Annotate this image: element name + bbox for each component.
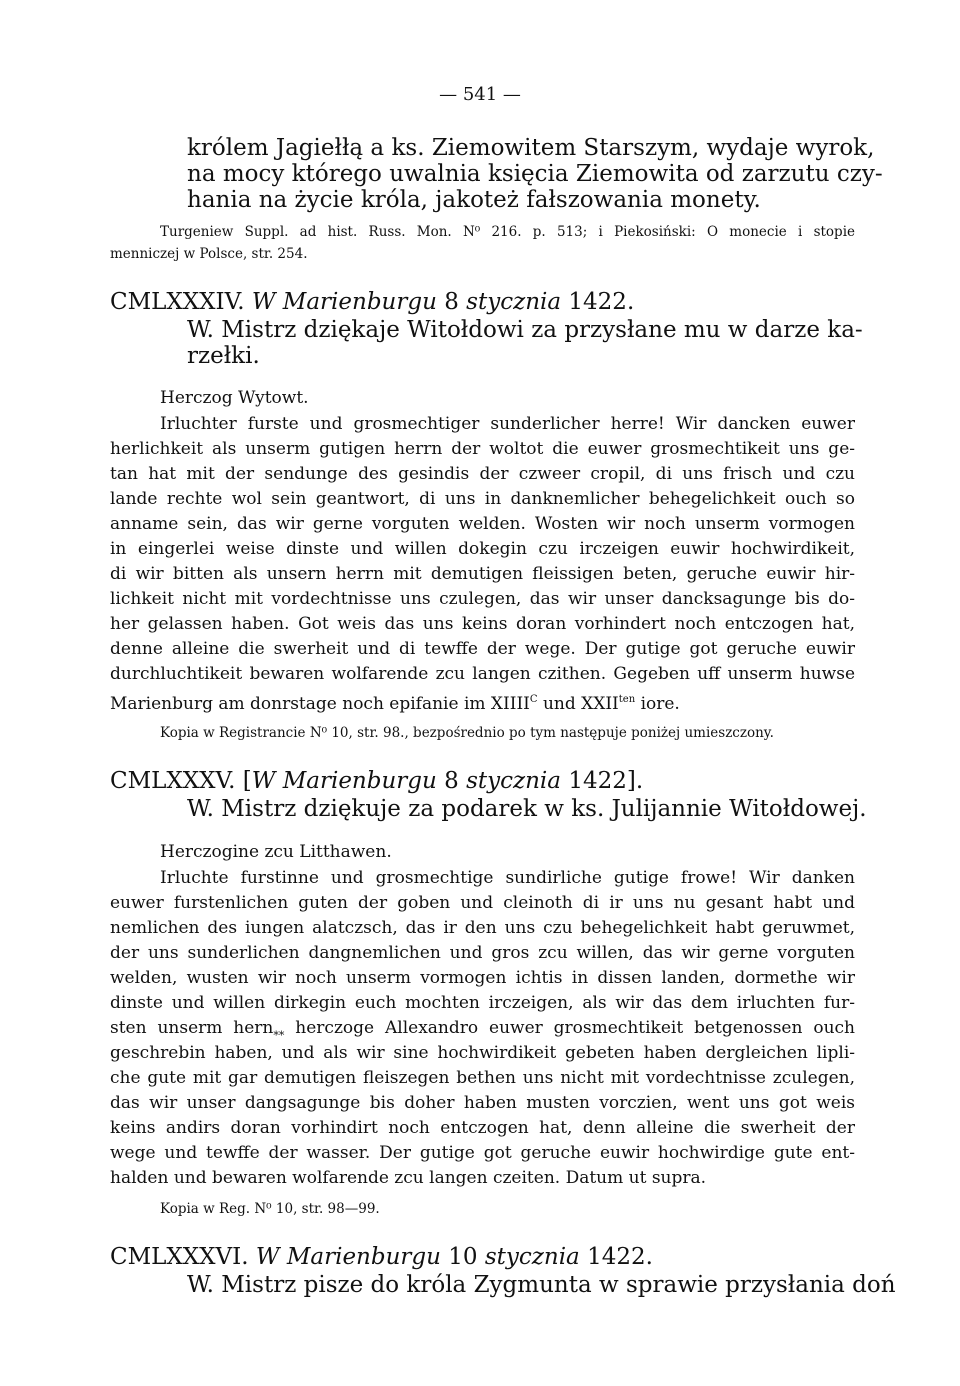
document-place: W Marienburgu [251,289,437,315]
body-line: der uns sunderlichen dangnemlichen und gros zcu willen, das wir gerne vorguten [110,943,855,963]
document-title: W. Mistrz dziękuje za podarek w ks. Julijannie Witołdowej. [187,796,867,822]
document-heading [110,1244,653,1270]
body-line: halden und bewaren wolfarende zcu langen czeiten. Datum ut supra. [110,1168,707,1188]
body-text: Marienburg am donrstage noch epifanie im XIIII [110,694,530,714]
document-heading [110,289,634,315]
intro-line: królem Jagiełłą a ks. Ziemowitem Starszym, wydaje wyrok, [187,135,875,161]
body-line: keins andirs doran vorhindirt noch entczogen hat, denn alleine die swerheit der [110,1118,855,1138]
intro-line: hania na życie króla, jakoteż fałszowania monety. [187,187,761,213]
superscript: ten [618,694,636,705]
body-line: tan hat mit der sendunge des gesindis der czweer cropil, di uns frisch und czu [110,464,855,484]
body-line: che gute mit gar demutigen fleiszegen bethen uns nicht mit vordechtnisse zculegen, [110,1068,855,1088]
editorial-mark: ** [273,1029,285,1042]
document-number: CMLXXXIV. [110,289,245,315]
body-text: herczoge Allexandro euwer grosmechtikeit betgenossen ouch [284,1018,855,1038]
document-day: 10 [448,1244,478,1270]
source-note: menniczej w Polsce, str. 254. [110,246,308,262]
document-month: stycznia [466,289,562,315]
body-line: durchluchtikeit bewaren wolfarende zcu langen czithen. Gegeben uff unserm huwse [110,664,855,684]
document-day: 8 [444,289,459,315]
source-note: Kopia w Reg. N⁰ 10, str. 98—99. [160,1201,380,1217]
body-line: welden, wusten wir noch unserm vormogen ichtis in dissen landen, dormethe wir [110,968,855,988]
document-place: W Marienburgu [251,768,437,794]
source-note: Turgeniew Suppl. ad hist. Russ. Mon. N⁰ 216. p. 513; i Piekosiński: O monecie i stopie [160,224,855,240]
body-line: herlichkeit als unserm gutigen herrn der woltot die euwer grosmechtikeit uns ge- [110,439,855,459]
body-line: Irluchte furstinne und grosmechtige sundirliche gutige frowe! Wir danken [160,868,855,888]
body-line [110,687,680,717]
body-line: di wir bitten als unsern herrn mit demutigen fleissigen beten, geruche euwir hir- [110,564,855,584]
body-line: das wir unser dangsagunge bis doher haben musten vorczien, went uns got weis [110,1093,855,1113]
document-year: 1422]. [568,768,644,794]
body-line: lichkeit nicht mit vordechtnisse uns czulegen, das wir unser dancksagunge bis do- [110,589,855,609]
body-text: und XXII [537,694,619,714]
body-line: geschrebin haben, und als wir sine hochwirdikeit gebeten haben dergleichen lipli- [110,1043,855,1063]
body-text: iore. [635,694,680,714]
body-line: denne alleine die swerheit und di tewffe der wege. Der gutige got geruche euwir [110,639,855,659]
document-number: CMLXXXV. [110,768,236,794]
body-text: sten unserm hern [110,1018,274,1038]
document-month: stycznia [466,768,561,794]
document-title: rzełki. [187,343,260,369]
body-line: dinste und willen dirkegin euch mochten irczeigen, als wir das dem irluchten fur- [110,993,855,1013]
body-line: lande rechte wol sein geantwort, di uns in danknemlicher behegelichkeit ouch so [110,489,855,509]
body-line: her gelassen haben. Got weis das uns keins doran vorhindert noch entczogen hat, [110,614,855,634]
document-title: W. Mistrz pisze do króla Zygmunta w sprawie przysłania doń [187,1272,896,1298]
document-heading [110,768,643,794]
document-month: stycznia [484,1244,580,1270]
superscript: C [529,694,538,705]
intro-line: na mocy którego uwalnia księcia Ziemowita od zarzutu czy- [187,161,883,187]
bracket: [ [242,768,252,794]
document-year: 1422. [587,1244,653,1270]
body-line: anname sein, das wir gerne vorguten welden. Wosten wir noch unserm vormogen [110,514,855,534]
body-line: Irluchter furste und grosmechtiger sunderlicher herre! Wir dancken euwer [160,414,855,434]
source-note: Kopia w Registrancie N⁰ 10, str. 98., bezpośrednio po tym następuje poniżej umieszczony. [160,725,774,741]
body-line: nemlichen des iungen alatczsch, das ir den uns czu behegelichkeit habt geruwmet, [110,918,855,938]
document-number: CMLXXXVI. [110,1244,249,1270]
page-number: — 541 — [439,84,521,105]
document-day: 8 [444,768,459,794]
document-place: W Marienburgu [255,1244,441,1270]
document-year: 1422. [568,289,635,315]
document-title: W. Mistrz dziękaje Witołdowi za przysłane mu w darze ka- [187,317,863,343]
salutation: Herczog Wytowt. [160,388,309,408]
body-line: euwer furstenlichen guten der goben und cleinoth di ir uns nu gesant habt und [110,893,855,913]
body-line: in eingerlei weise dinste und willen dokegin czu irczeigen euwir hochwirdikeit, [110,539,855,559]
salutation: Herczogine zcu Litthawen. [160,842,392,862]
body-line: wege und tewffe der wasser. Der gutige got geruche euwir hochwirdige gute ent- [110,1143,855,1163]
